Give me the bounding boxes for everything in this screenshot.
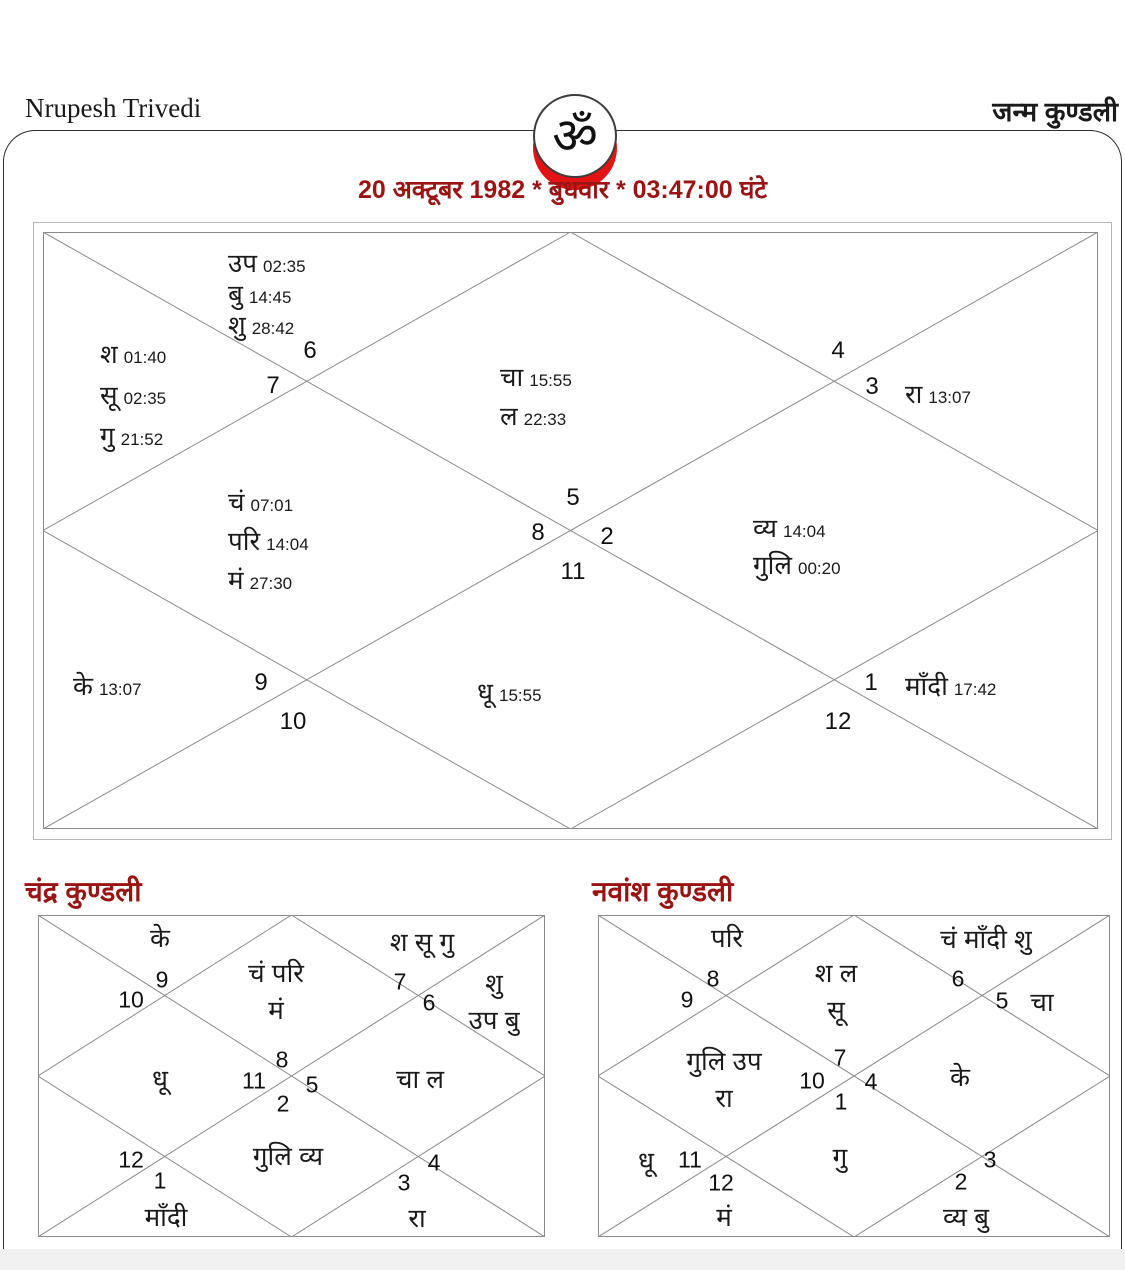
- house-number: 8: [275, 1046, 289, 1073]
- house-planets: धू: [152, 1064, 168, 1094]
- house-number: 12: [824, 708, 852, 735]
- house-planets: चा ल: [395, 1064, 445, 1094]
- moon-chart-title: चंद्र कुण्डली: [25, 876, 142, 907]
- house-planets: के 13:07: [73, 671, 142, 701]
- house-planets: माँदी: [144, 1202, 188, 1232]
- house-planets: के: [150, 923, 170, 953]
- house-planets: धू 15:55: [477, 677, 542, 707]
- house-planets: धू: [638, 1146, 654, 1176]
- house-number: 1: [864, 669, 878, 696]
- house-number: 2: [276, 1090, 290, 1117]
- house-number: 4: [864, 1068, 878, 1095]
- house-planets: रा 13:07: [905, 379, 971, 409]
- house-planets: के: [950, 1062, 970, 1092]
- house-number: 5: [305, 1071, 319, 1098]
- house-number: 9: [254, 669, 268, 696]
- house-number: 1: [834, 1088, 848, 1115]
- house-planets: शु उप बु: [468, 968, 520, 1035]
- house-planets: श सू गु: [389, 927, 455, 957]
- house-number: 9: [155, 966, 169, 993]
- house-number: 3: [397, 1169, 411, 1196]
- house-number: 11: [242, 1067, 266, 1094]
- house-planets: चं माँदी शु: [940, 924, 1032, 954]
- house-number: 3: [983, 1146, 997, 1173]
- main-chart-lines: [43, 232, 1098, 829]
- navamsa-chart-title: नवांश कुण्डली: [592, 876, 734, 907]
- house-planets: रा: [408, 1203, 426, 1233]
- house-number: 6: [303, 337, 317, 364]
- house-planets: गु: [832, 1142, 848, 1172]
- house-number: 10: [118, 986, 144, 1013]
- house-number: 8: [706, 965, 720, 992]
- house-number: 5: [566, 484, 580, 511]
- house-number: 12: [118, 1146, 144, 1173]
- house-number: 10: [279, 708, 307, 735]
- house-number: 10: [799, 1067, 825, 1094]
- report-title: जन्म कुण्डली: [992, 97, 1118, 127]
- house-planets: चं परि मं: [248, 958, 304, 1025]
- birth-details: 20 अक्टूबर 1982 * बुधवार * 03:47:00 घंटे: [357, 176, 768, 204]
- house-number: 9: [680, 986, 694, 1013]
- house-number: 3: [865, 373, 879, 400]
- house-number: 11: [678, 1146, 702, 1173]
- house-planets: उप 02:35 बु 14:45 शु 28:42: [228, 248, 306, 340]
- house-planets: गुलि व्य: [252, 1141, 324, 1171]
- house-planets: व्य 14:04 गुलि 00:20: [753, 513, 841, 580]
- house-planets: चं 07:01 परि 14:04 मं 27:30: [228, 487, 309, 595]
- house-number: 1: [153, 1167, 167, 1194]
- house-planets: गुलि उप रा: [686, 1046, 762, 1113]
- house-number: 8: [531, 519, 545, 546]
- house-planets: परि: [710, 923, 744, 953]
- house-planets: श ल सू: [814, 958, 858, 1025]
- house-planets: व्य बु: [942, 1202, 990, 1232]
- house-number: 4: [427, 1149, 441, 1176]
- om-symbol-icon: ॐ: [552, 108, 598, 164]
- house-number: 2: [954, 1168, 968, 1195]
- house-number: 6: [951, 965, 965, 992]
- house-number: 4: [831, 337, 845, 364]
- house-planets: चा 15:55 ल 22:33: [500, 362, 572, 431]
- house-number: 6: [422, 989, 436, 1016]
- house-number: 7: [393, 968, 407, 995]
- house-planets: चा: [1030, 987, 1054, 1017]
- om-badge: [533, 94, 617, 178]
- house-planets: मं: [716, 1202, 732, 1232]
- house-number: 7: [833, 1044, 847, 1071]
- house-number: 7: [266, 372, 280, 399]
- house-number: 5: [995, 987, 1009, 1014]
- house-planets: श 01:40 सू 02:35 गु 21:52: [100, 339, 167, 451]
- house-number: 2: [600, 523, 614, 550]
- house-planets: माँदी 17:42: [905, 671, 997, 701]
- house-number: 12: [708, 1169, 734, 1196]
- person-name: Nrupesh Trivedi: [25, 93, 202, 123]
- bottom-edge-strip: [0, 1249, 1125, 1270]
- house-number: 11: [560, 558, 586, 585]
